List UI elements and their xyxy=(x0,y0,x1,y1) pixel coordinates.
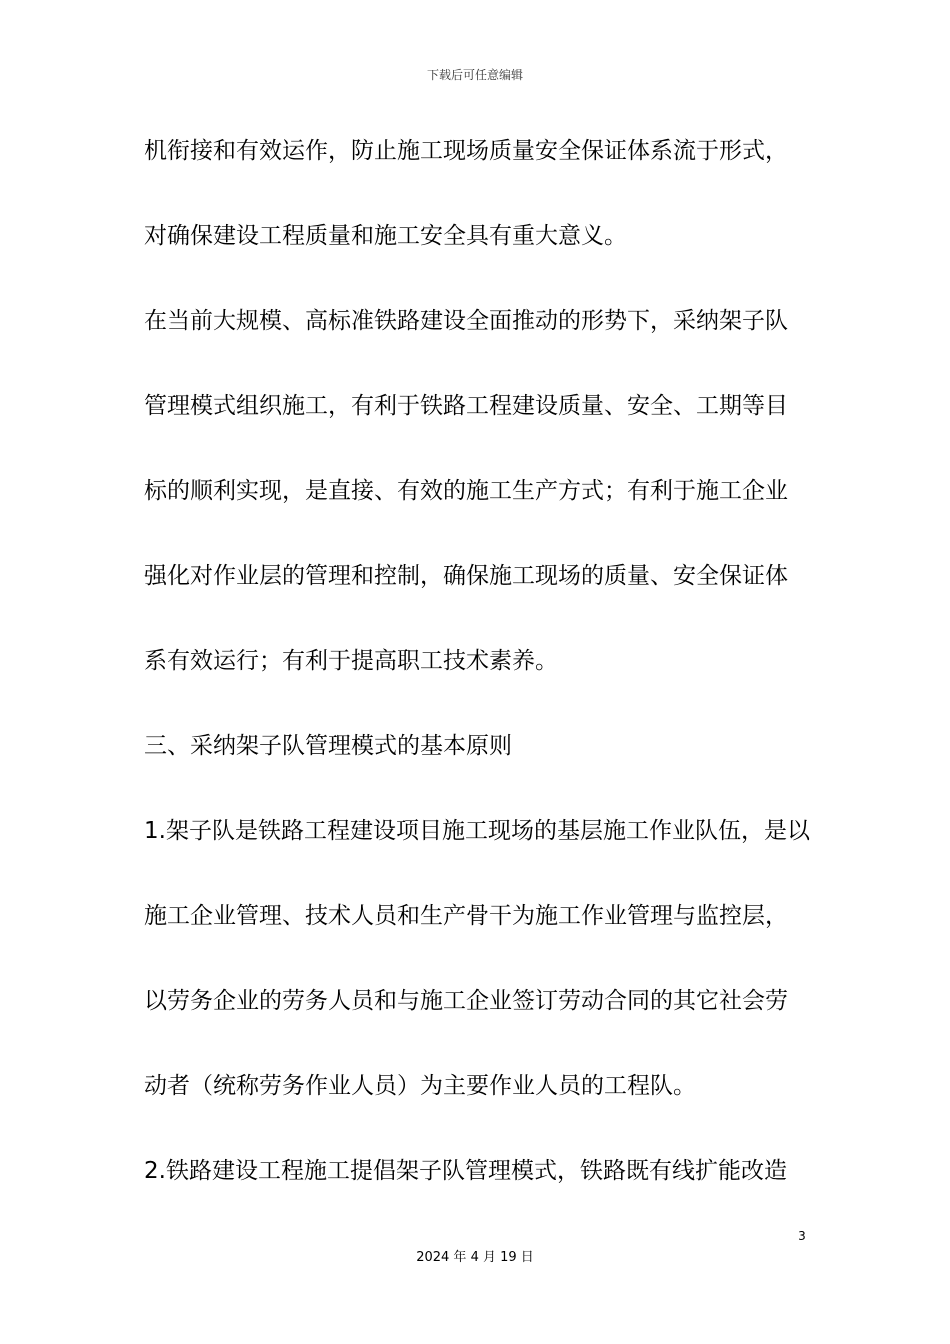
body-line: 动者（统称劳务作业人员）为主要作业人员的工程队。 xyxy=(144,1073,696,1099)
body-line: 强化对作业层的管理和控制，确保施工现场的质量、安全保证体 xyxy=(144,563,788,589)
body-line: 1.架子队是铁路工程建设项目施工现场的基层施工作业队伍，是以 xyxy=(144,818,810,844)
page-footer-date: 2024 年 4 月 19 日 xyxy=(416,1250,534,1265)
page-number: 3 xyxy=(798,1229,806,1243)
body-line: 对确保建设工程质量和施工安全具有重大意义。 xyxy=(144,223,627,249)
body-line: 以劳务企业的劳务人员和与施工企业签订劳动合同的其它社会劳 xyxy=(144,988,788,1014)
section-heading: 三、采纳架子队管理模式的基本原则 xyxy=(144,733,512,759)
body-line: 标的顺利实现，是直接、有效的施工生产方式；有利于施工企业 xyxy=(144,478,788,504)
body-line: 机衔接和有效运作，防止施工现场质量安全保证体系流于形式， xyxy=(144,138,788,164)
body-line: 系有效运行；有利于提高职工技术素养。 xyxy=(144,648,558,674)
body-line: 管理模式组织施工，有利于铁路工程建设质量、安全、工期等目 xyxy=(144,393,788,419)
body-line: 在当前大规模、高标准铁路建设全面推动的形势下，采纳架子队 xyxy=(144,308,788,334)
page-header: 下载后可任意编辑 xyxy=(426,68,523,82)
body-line: 2.铁路建设工程施工提倡架子队管理模式，铁路既有线扩能改造 xyxy=(144,1158,787,1184)
body-line: 施工企业管理、技术人员和生产骨干为施工作业管理与监控层， xyxy=(144,903,788,929)
document-body xyxy=(144,128,824,1233)
